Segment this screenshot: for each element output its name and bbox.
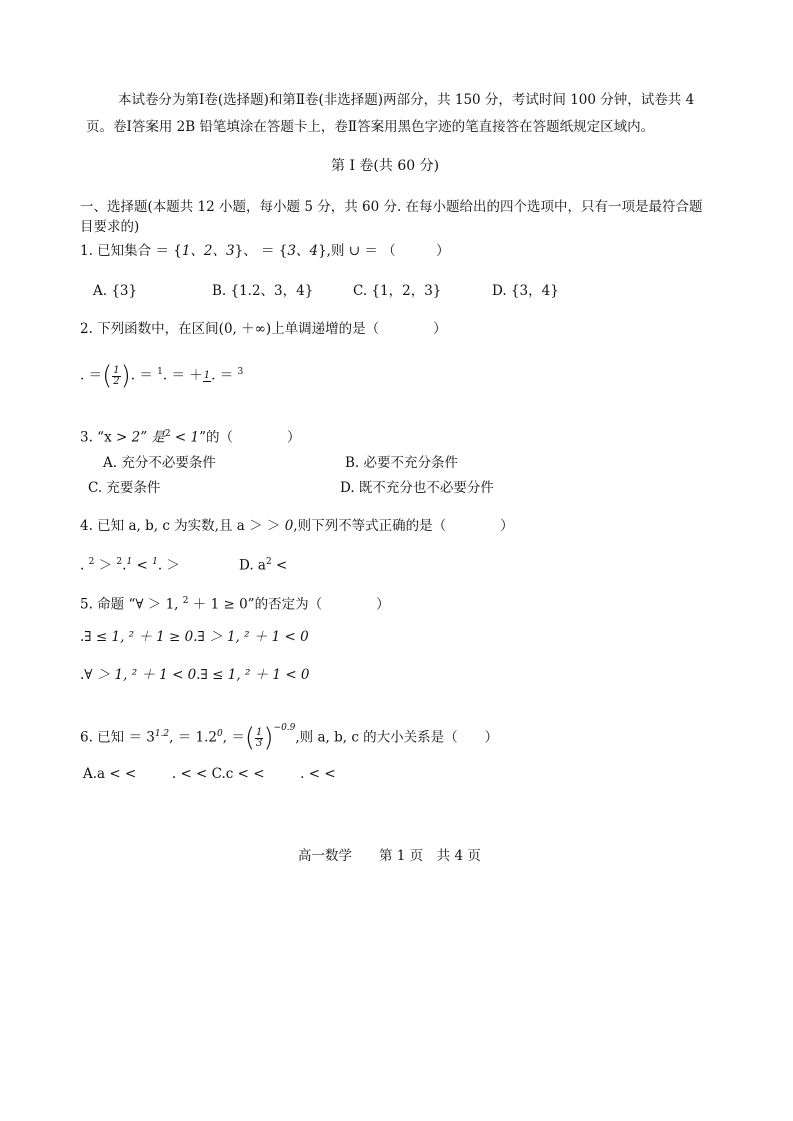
section-line-2: 目要求的) xyxy=(80,219,140,235)
question-2-options: . ＝( $\frac{1}{2}$ ). ＝ $^1$. ＝ ＋ 1 . ＝ $^3$ xyxy=(80,361,244,391)
question-3-option-d: D. 既不充分也不必要分件 xyxy=(340,480,494,496)
intro-line-2: 页。卷Ⅰ答案用 2B 铅笔填涂在答题卡上，卷Ⅱ答案用黑色字迹的笔直接答在答题纸规定区域内。 xyxy=(86,119,655,135)
question-1-stem: 1. 已知集合 ＝ {1、2、3}、 ＝ {3、4},则 ∪ ＝ （ ） xyxy=(80,243,450,259)
question-6-fraction: $\frac{1}{3}$ xyxy=(256,726,263,749)
page-footer: 高一数学 第 1 页 共 4 页 xyxy=(298,848,481,864)
intro-line-1: 本试卷分为第Ⅰ卷(选择题)和第Ⅱ卷(非选择题)两部分，共 150 分，考试时间 100 分钟，试卷共 4 xyxy=(118,92,695,108)
section-line-1: 一、选择题(本题共 12 小题，每小题 5 分，共 60 分. 在每小题给出的四个选项中，只有一项是最符合题 xyxy=(80,199,703,215)
volume-title: 第 Ⅰ 卷(共 60 分) xyxy=(331,158,440,174)
question-3-option-c: C. 充要条件 xyxy=(88,480,161,496)
question-2-stem: 2. 下列函数中，在区间(0, ＋∞)上单调递增的是（ ） xyxy=(80,321,447,337)
question-6-stem: 6. 已知 ＝ $3^{1.2}$, ＝ $1.2^0$, ＝( $\frac{1}{3}$ )$^{-0.9}$,则 a, b, c 的大小关系是（ ） xyxy=(80,723,499,753)
question-5-options-ab: .∃ ≤ 1, ² ＋ 1 ≥ 0.∃ ＞ 1, ² ＋ 1 < 0 xyxy=(80,629,309,645)
question-4-options-abc: . $^2$ ＞ $^2$.$^1$ < $^1$. ＞ xyxy=(80,557,180,574)
question-6-options: A.a < < . < < C.c < < . < < xyxy=(83,766,336,782)
question-4-option-d: D. $a^2$ < xyxy=(239,557,288,574)
question-3-stem: 3. “x > 2” 是$^2$ < 1”的（ ） xyxy=(80,429,301,446)
question-2-fraction-a: $\frac{1}{2}$ xyxy=(113,364,120,387)
question-4-stem: 4. 已知 a, b, c 为实数,且 a ＞ ＞ 0,则下列不等式正确的是（ ） xyxy=(80,518,514,534)
question-3-option-a: A. 充分不必要条件 xyxy=(103,455,216,471)
question-1-option-b: B. {1.2、3，4} xyxy=(212,283,314,299)
question-5-stem: 5. 命题 “∀ ＞ 1, $^2$ ＋ 1 ≥ 0”的否定为（ ） xyxy=(80,596,390,613)
question-1-option-a: A. {3} xyxy=(93,283,138,299)
question-1-option-c: C. {1，2，3} xyxy=(353,283,442,299)
question-3-option-b: B. 必要不充分条件 xyxy=(345,455,459,471)
question-5-options-cd: .∀ ＞ 1, ² ＋ 1 < 0.∃ ≤ 1, ² ＋ 1 < 0 xyxy=(80,667,310,683)
question-2-fraction-c: 1 xyxy=(203,369,211,381)
question-1-option-d: D. {3，4} xyxy=(492,283,559,299)
